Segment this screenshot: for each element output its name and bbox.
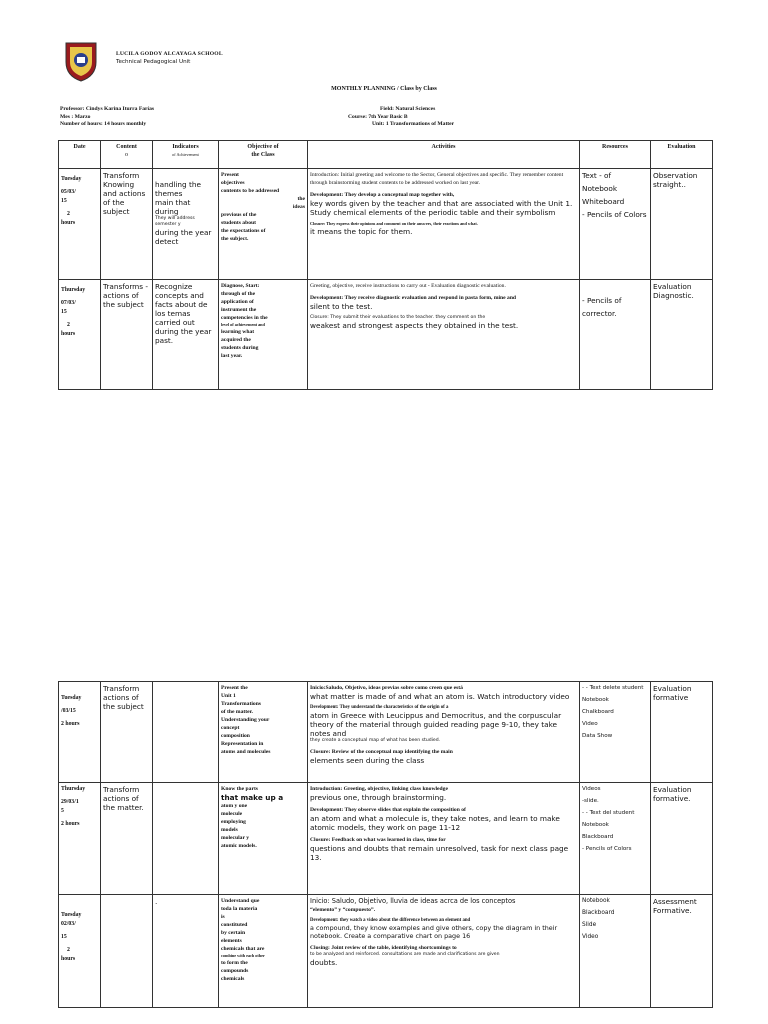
row-activities: Inicio:Saludo, Objetivo, ideas previas sobre como creen que está what matter is made of and what an atom is. Watch introductory video Development: They understand the characteristics of the origin of a atom in Greece with Leucippus and Democritus, and the corpuscular theory of the material through guided reading page 9-10, they take notes and they create a conceptual map of what has been studied. Closure: Review of the conceptual map identifying the main elements seen during the class (308, 682, 580, 783)
row-evaluation: Evaluation formative (651, 682, 713, 783)
header-objective: Objective of the Class (219, 141, 308, 169)
table-row (59, 783, 713, 895)
row-resources: Videos -slide. - - Text del student Notebook Blackboard - Pencils of Colors (580, 783, 651, 895)
hours: Number of hours: 14 hours monthly (60, 121, 147, 128)
row-indicators (153, 682, 219, 783)
header-activities: Activities (308, 141, 580, 169)
row-indicators: handling the themes main that during They will address semester y during the year detect (153, 169, 219, 280)
row-evaluation: Evaluation formative. (651, 783, 713, 895)
row-evaluation: Evaluation Diagnostic. (651, 280, 713, 390)
row-resources: Text - of Notebook Whiteboard - Pencils of Colors (580, 169, 651, 280)
table-row (59, 895, 713, 1008)
row-indicators (153, 783, 219, 895)
month: Mes : Marzo (60, 113, 91, 120)
table-row (59, 682, 713, 783)
row-date: Thursday 29/03/1 5 2 hours (59, 783, 101, 895)
header-date: Date (59, 141, 101, 169)
row-indicators: . (153, 895, 219, 1008)
planning-table-2 (58, 681, 713, 1008)
planning-table-1 (58, 140, 713, 390)
professor: Professor: Cindys Karina Iturra Farías (60, 106, 155, 112)
meta-left (60, 106, 154, 129)
course: Course: 7th Year Basic B (348, 113, 408, 120)
meta-right (348, 106, 454, 129)
header-indicators: Indicators of Achievement (153, 141, 219, 169)
row-resources: Notebook Blackboard Slide Video (580, 895, 651, 1008)
row-evaluation: Observation straight.. (651, 169, 713, 280)
school-logo (62, 40, 100, 82)
header-content: Content o (101, 141, 153, 169)
table-row (59, 169, 713, 280)
row-content (101, 895, 153, 1008)
row-activities: Introduction: Greeting, objective, linking class knowledge previous one, through brainstorming. Development: They observe slides that explain the composition of an atom and what a molecule is, they take notes, and learn to make atomic models, they work on page 11-12 Closure: Feedback on what was learned in class, time for questions and doubts that remain unresolved, task for next class page 13. (308, 783, 580, 895)
row-date: Tuesday 02/03/ 15 2 hours (59, 895, 101, 1008)
header-resources: Resources (580, 141, 651, 169)
row-objective: Diagnose, Start: through of the application of instrument the competencies in the level of achievement and learning what acquired the students during last year. (219, 280, 308, 390)
row-objective: Know the parts that make up a atom y one molecule employing models molecular y atomic models. (219, 783, 308, 895)
row-date: Tuesday 05/03/ 15 2 hours (59, 169, 101, 280)
row-evaluation: Assessment Formative. (651, 895, 713, 1008)
row-objective: Understand que toda la materia is constituted by certain elements chemicals that are combine with each other to form the compounds chemicals (219, 895, 308, 1008)
document-title: MONTHLY PLANNING / Class by Class (331, 86, 437, 92)
row-date: Thursday 07/03/ 15 2 hours (59, 280, 101, 390)
school-name: LUCILA GODOY ALCAYAGA SCHOOL (116, 51, 223, 57)
table-row (59, 280, 713, 390)
row-activities: Inicio: Saludo, Objetivo, lluvia de ideas acrca de los conceptos “elemento” y “compuesto”. Development: they watch a video about the difference between an element and a compound, they know examples and give others, copy the diagram in their notebook. Create a comparative chart on page 16 Closing: Joint review of the table, identifying shortcomings to to be analyzed and reinforced. consultations are made and clarifications are given doubts. (308, 895, 580, 1008)
row-date: Tuesday /03/15 2 hours (59, 682, 101, 783)
row-objective: Present the Unit 1 Transformations of the matter. Understanding your concept composition Representation in atoms and molecules (219, 682, 308, 783)
unit-name: Technical Pedagogical Unit (116, 59, 191, 65)
row-content: Transforms - actions of the subject (101, 280, 153, 390)
header-evaluation: Evaluation (651, 141, 713, 169)
row-content: Transform Knowing and actions of the subject (101, 169, 153, 280)
row-activities: Greeting, objective, receive instructions to carry out - Evaluation diagnostic evaluation. Development: They receive diagnostic evaluation and respond in pasta form, mine and silent to the test. Closure: They submit their evaluations to the teacher. they comment on the weakest and strongest aspects they obtained in the test. (308, 280, 580, 390)
row-resources: - Pencils of corrector. (580, 280, 651, 390)
row-content: Transform actions of the subject (101, 682, 153, 783)
unit-title: Unit: 1 Transformations of Matter (372, 121, 455, 128)
table-header-row (59, 141, 713, 169)
row-activities: Introduction: Initial greeting and welcome to the Sector, General objectives and specific. They remember content through brainstorming student contents to be addressed worked on last year. Development: They develop a conceptual map together with, key words given by the teacher and that are associated with the Unit 1. Study chemical elements of the periodic table and their symbolism Closure: They express their opinions and comment on their answers, their reactions and what. it means the topic for them. (308, 169, 580, 280)
row-indicators: Recognize concepts and facts about de los temas carried out during the year past. (153, 280, 219, 390)
row-resources: - - Text delete student Notebook Chalkboard Video Data Show (580, 682, 651, 783)
field: Field: Natural Sciences (380, 106, 436, 112)
row-content: Transform actions of the matter. (101, 783, 153, 895)
row-objective: Present objectives contents to be addressed the ideas previous of the students about the expectations of the subject. (219, 169, 308, 280)
